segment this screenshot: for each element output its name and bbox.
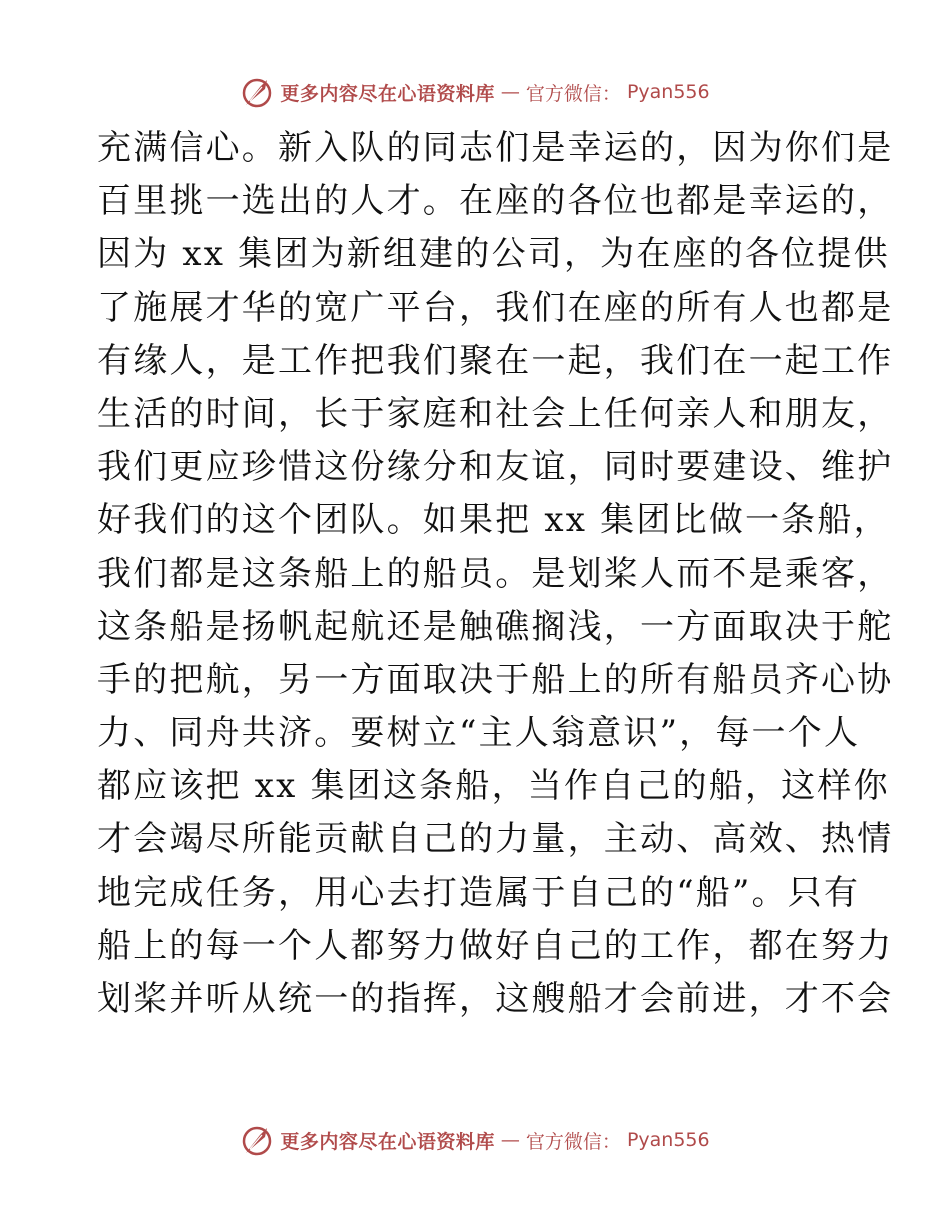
watermark-text: 更多内容尽在心语资料库 [280, 82, 495, 105]
text-line: 划桨并听从统一的指挥，这艘船才会前进，才不会 [97, 979, 894, 1019]
text-line: 好我们的这个团队。如果把 xx 集团比做一条船， [97, 500, 890, 541]
text-line: 地完成任务，用心去打造属于自己的“船”。只有 [97, 872, 861, 913]
text-line: 船上的每一个人都努力做好自己的工作，都在努力 [97, 925, 894, 966]
watermark-wechat-id: Pyan556 [626, 81, 710, 103]
text-line: 了施展才华的宽广平台，我们在座的所有人也都是 [97, 287, 894, 328]
text-line: 这条船是扬帆起航还是触礁搁浅，一方面取决于舵 [97, 606, 894, 647]
quill-logo-icon [240, 1123, 274, 1157]
quill-logo-icon [240, 75, 274, 109]
watermark-text: 更多内容尽在心语资料库 [280, 1130, 495, 1153]
header-watermark [0, 72, 950, 112]
text-line: 充满信心。新入队的同志们是幸运的，因为你们是 [97, 128, 894, 168]
text-line: 我们更应珍惜这份缘分和友谊，同时要建设、维护 [97, 447, 894, 488]
document-body [97, 122, 894, 1026]
text-line: 生活的时间，长于家庭和社会上任何亲人和朋友， [97, 393, 894, 434]
footer-watermark [0, 1120, 950, 1160]
text-line: 百里挑一选出的人才。在座的各位也都是幸运的， [97, 181, 894, 222]
text-line: 因为 xx 集团为新组建的公司，为在座的各位提供 [97, 234, 890, 275]
text-line: 有缘人，是工作把我们聚在一起，我们在一起工作 [97, 340, 894, 381]
text-line: 才会竭尽所能贡献自己的力量，主动、高效、热情 [97, 819, 894, 860]
watermark-official-label: 官方微信： [525, 1130, 621, 1153]
text-line: 手的把航，另一方面取决于船上的所有船员齐心协 [97, 659, 894, 700]
text-line: 力、同舟共济。要树立“主人翁意识”，每一个人 [97, 713, 861, 754]
watermark-official-label: 官方微信： [525, 82, 621, 105]
watermark-separator: — [500, 1129, 520, 1151]
text-line: 都应该把 xx 集团这条船，当作自己的船，这样你 [97, 766, 890, 807]
watermark-wechat-id: Pyan556 [626, 1129, 710, 1151]
watermark-separator: — [500, 81, 520, 103]
text-line: 我们都是这条船上的船员。是划桨人而不是乘客， [97, 553, 894, 594]
